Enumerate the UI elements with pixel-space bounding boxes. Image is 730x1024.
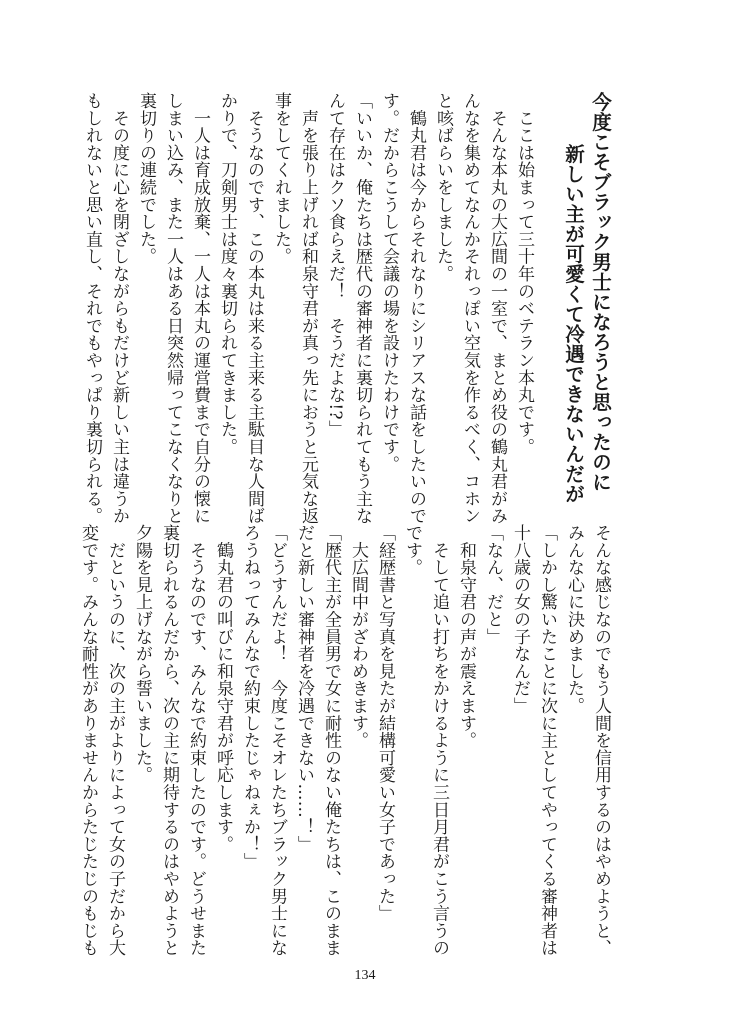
text-column: 十八歳の女の子なんだ」: [510, 524, 530, 715]
text-column: しまい込み、また一人はある日突然帰ってこなくなりと: [163, 92, 183, 525]
text-column: んなを集めてなんかそれっぽい空気を作るべく、コホン: [460, 92, 480, 525]
text-column: そして追い打ちをかけるように三日月君がこう言うの: [429, 524, 449, 957]
chapter-title-line-2: 新しい主が可愛くて冷遇できないんだが: [562, 144, 585, 504]
text-column: だというのに、次の主がよりによって女の子だから大: [105, 524, 125, 957]
chapter-title-line-1: 今度こそブラック男士になろうと思ったのに: [589, 92, 612, 492]
text-column: 声を張り上げれば和泉守君が真っ先におうと元気な返: [298, 92, 318, 525]
text-column: 裏切りの連続でした。: [136, 92, 156, 265]
text-column: 裏切られるんだから、次の主に期待するのはやめようと: [159, 524, 179, 957]
upper-text-block: [78, 92, 614, 525]
text-column: そうなのです、この本丸は来る主来る主駄目な人間ば: [244, 92, 264, 525]
text-column: かりで、刀剣男士は度々裏切られてきました。: [217, 92, 237, 456]
text-column: そうなのです、みんなで約束したのです。どうせまた: [186, 524, 206, 957]
text-column: 変です。みんな耐性がありませんからたじたじのもじも: [78, 524, 98, 957]
text-column: 「歴代主が全員男で女に耐性のない俺たちは、このまま: [321, 524, 341, 957]
text-column: 「経歴書と写真を見たが結構可愛い女子であった」: [375, 524, 395, 922]
text-column: その度に心を閉ざしながらもだけど新しい主は違うか: [109, 92, 129, 525]
text-column: 大広間中がざわめきます。: [348, 524, 368, 749]
text-column: んて存在はクソ食らえだ！ そうだよな!?」: [325, 92, 345, 438]
text-column: そんな感じなのでもう人間を信用するのはやめようと、: [591, 524, 611, 957]
text-column: 一人は育成放棄、一人は本丸の運営費まで自分の懐に: [190, 92, 210, 525]
text-column: 「しかし驚いたことに次に主としてやってくる審神者は: [537, 524, 557, 957]
text-column: 鶴丸君の叫びに和泉守君が呼応します。: [213, 524, 233, 853]
text-column: そんな本丸の大広間の一室で、まとめ役の鶴丸君がみ: [487, 92, 507, 525]
lower-text-block: [74, 524, 614, 957]
text-column: す。だからこうして会議の場を設けたわけです。: [379, 92, 399, 473]
text-column: みんな心に決めました。: [564, 524, 584, 715]
text-column: だと新しい審神者を冷遇できない……！」: [294, 524, 314, 853]
text-column: 夕陽を見上げながら誓いました。: [132, 524, 152, 784]
title-gap: [537, 92, 560, 504]
text-column: 和泉守君の声が震えます。: [456, 524, 476, 749]
text-column: です。: [402, 524, 422, 576]
text-column: 「どうすんだよ！ 今度こそオレたちブラック男士にな: [267, 524, 287, 957]
text-column: 「なん、だと」: [483, 524, 503, 646]
page-number: 134: [354, 968, 376, 983]
text-column: 「いいか、俺たちは歴代の審神者に裏切られてもう主な: [352, 92, 372, 525]
text-column: ここは始まって三十年のベテラン本丸です。: [514, 92, 534, 456]
text-column: 鶴丸君は今からそれなりにシリアスな話をしたいので: [406, 92, 426, 525]
text-column: もしれないと思い直し、それでもやっぱり裏切られる。: [82, 92, 102, 525]
text-column: ろうねってみんなで約束したじゃねぇか！」: [240, 524, 260, 870]
text-column: 事をしてくれました。: [271, 92, 291, 265]
text-column: と咳ばらいをしました。: [433, 92, 453, 283]
